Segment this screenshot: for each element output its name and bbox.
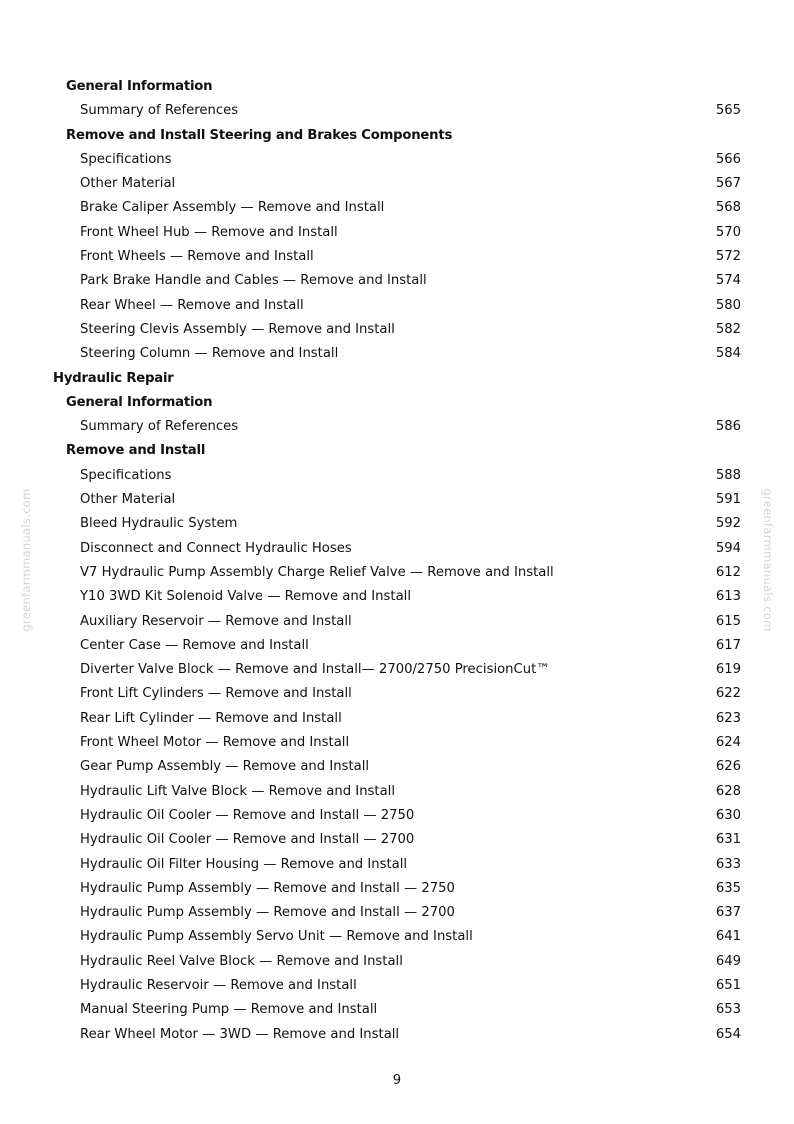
toc-entry-page: 565 — [715, 103, 741, 119]
toc-entry — [0, 196, 794, 220]
toc-entry — [0, 780, 794, 804]
toc-entry-title: Rear Wheel — Remove and Install — [80, 297, 304, 313]
toc-entry — [0, 1023, 794, 1047]
toc-entry-title: Hydraulic Oil Cooler — Remove and Install — 2750 — [80, 807, 415, 823]
toc-entry — [0, 585, 794, 609]
toc-section-heading — [0, 124, 794, 148]
toc-entry — [0, 537, 794, 561]
toc-entry-page: 641 — [715, 929, 741, 945]
toc-entry-page: 615 — [715, 613, 741, 629]
toc-entry — [0, 561, 794, 585]
toc-entry-title: Steering Column — Remove and Install — [80, 346, 339, 362]
toc-entry — [0, 998, 794, 1022]
toc-entry-page: 653 — [715, 1002, 741, 1018]
toc-entry-title: Summary of References — [80, 103, 239, 119]
toc-entry-page: 568 — [715, 200, 741, 216]
toc-entry — [0, 828, 794, 852]
toc-entry-title: Disconnect and Connect Hydraulic Hoses — [80, 540, 352, 556]
toc-entry — [0, 853, 794, 877]
toc-entry-title: Hydraulic Pump Assembly — Remove and Install — 2750 — [80, 880, 455, 896]
toc-entry-title: Hydraulic Pump Assembly — Remove and Install — 2700 — [80, 905, 455, 921]
toc-entry-title: Other Material — [80, 492, 176, 508]
toc-entry-page: 567 — [715, 176, 741, 192]
toc-entry — [0, 707, 794, 731]
toc-entry-title: Front Wheels — Remove and Install — [80, 249, 314, 265]
toc-entry — [0, 415, 794, 439]
toc-entry-title: Manual Steering Pump — Remove and Install — [80, 1002, 378, 1018]
toc-entry — [0, 148, 794, 172]
toc-section-heading — [0, 391, 794, 415]
toc-entry — [0, 512, 794, 536]
toc-entry-title: Remove and Install — [66, 443, 206, 459]
toc-entry-page: 623 — [715, 710, 741, 726]
toc-entry-page: 574 — [715, 273, 741, 289]
toc-entry — [0, 901, 794, 925]
toc-entry — [0, 755, 794, 779]
toc-entry-page: 651 — [715, 977, 741, 993]
toc-entry — [0, 294, 794, 318]
toc-entry — [0, 804, 794, 828]
toc-entry-title: Specifications — [80, 151, 172, 167]
toc-entry-title: Front Wheel Hub — Remove and Install — [80, 224, 338, 240]
toc-entry — [0, 877, 794, 901]
toc-entry-title: General Information — [66, 79, 213, 94]
toc-entry-title: Hydraulic Oil Cooler — Remove and Install — 2700 — [80, 832, 415, 848]
toc-entry-title: Y10 3WD Kit Solenoid Valve — Remove and Install — [80, 589, 411, 605]
toc-entry-title: Park Brake Handle and Cables — Remove and Install — [80, 273, 427, 289]
toc-entry-page: 628 — [715, 783, 741, 799]
toc-entry-title: Rear Lift Cylinder — Remove and Install — [80, 710, 342, 726]
toc-entry-page: 622 — [715, 686, 741, 702]
toc-entry-title: General Information — [66, 394, 213, 410]
toc-entry-page: 582 — [715, 321, 741, 337]
toc-entry-page: 626 — [715, 759, 741, 775]
toc-entry — [0, 610, 794, 634]
toc-entry-title: Rear Wheel Motor — 3WD — Remove and Install — [80, 1026, 400, 1042]
toc-entry-page: 613 — [715, 589, 741, 605]
toc-entry-page: 617 — [715, 637, 741, 653]
toc-entry-page: 631 — [715, 832, 741, 848]
toc-entry-title: Hydraulic Repair — [53, 370, 174, 386]
toc-entry — [0, 488, 794, 512]
toc-entry — [0, 221, 794, 245]
toc-entry-page: 584 — [715, 346, 741, 362]
toc-entry — [0, 925, 794, 949]
toc-entry-title: Other Material — [80, 176, 176, 192]
toc-entry-page: 619 — [715, 662, 741, 678]
toc-entry-title: Auxiliary Reservoir — Remove and Install — [80, 613, 352, 629]
toc-entry-title: Hydraulic Reservoir — Remove and Install — [80, 977, 357, 993]
toc-entry-page: 580 — [715, 297, 741, 313]
toc-entry-page: 635 — [715, 880, 741, 896]
toc-entry — [0, 731, 794, 755]
toc-entry-page: 592 — [715, 516, 741, 532]
toc-entry-page: 633 — [715, 856, 741, 872]
toc-entry-title: Summary of References — [80, 419, 239, 435]
toc-entry-title: Bleed Hydraulic System — [80, 516, 238, 532]
toc-entry-page: 630 — [715, 807, 741, 823]
toc-entry-title: Hydraulic Oil Filter Housing — Remove and Install — [80, 856, 408, 872]
toc-entry-page: 588 — [715, 467, 741, 483]
toc-entry-title: Hydraulic Lift Valve Block — Remove and Install — [80, 783, 396, 799]
toc-entry-title: Remove and Install Steering and Brakes Components — [66, 127, 453, 143]
toc-entry — [0, 318, 794, 342]
watermark-left: greenfarmmanuals.com — [19, 488, 33, 632]
toc-entry — [0, 269, 794, 293]
toc-entry-title: Front Wheel Motor — Remove and Install — [80, 735, 350, 751]
toc-entry-page: 649 — [715, 953, 741, 969]
toc-entry — [0, 99, 794, 123]
toc-entry-page: 637 — [715, 905, 741, 921]
toc-entry — [0, 245, 794, 269]
toc-entry-title: Steering Clevis Assembly — Remove and Install — [80, 321, 395, 337]
toc-entry-page: 586 — [715, 419, 741, 435]
toc-entry-page: 612 — [715, 564, 741, 580]
toc-entry-page: 624 — [715, 735, 741, 751]
toc-entry-title: Gear Pump Assembly — Remove and Install — [80, 759, 370, 775]
toc-entry — [0, 172, 794, 196]
toc-entry — [0, 342, 794, 366]
toc-entry — [0, 634, 794, 658]
toc-entry — [0, 682, 794, 706]
toc-entry-title: Specifications — [80, 467, 172, 483]
toc-entry — [0, 658, 794, 682]
toc-entry-title: V7 Hydraulic Pump Assembly Charge Relief Valve — Remove and Install — [80, 564, 554, 580]
toc-entry — [0, 950, 794, 974]
toc-entry-page: 594 — [715, 540, 741, 556]
toc-entry-page: 591 — [715, 492, 741, 508]
toc-entry-page: 654 — [715, 1026, 741, 1042]
toc-entry — [0, 974, 794, 998]
toc-section-heading — [0, 367, 794, 391]
toc-section-heading — [0, 439, 794, 463]
toc-entry-title: Front Lift Cylinders — Remove and Install — [80, 686, 352, 702]
toc-section-heading — [0, 75, 794, 99]
toc-entry-title: Brake Caliper Assembly — Remove and Install — [80, 200, 385, 216]
toc-entry-title: Diverter Valve Block — Remove and Install— 2700/2750 PrecisionCut™ — [80, 662, 550, 678]
toc-entry-title: Center Case — Remove and Install — [80, 637, 309, 653]
toc-entry — [0, 464, 794, 488]
watermark-right: greenfarmmanuals.com — [761, 488, 775, 632]
table-of-contents — [0, 75, 794, 1047]
toc-entry-page: 572 — [715, 249, 741, 265]
page-number: 9 — [392, 1073, 402, 1088]
toc-entry-page: 570 — [715, 224, 741, 240]
toc-entry-page: 566 — [715, 151, 741, 167]
toc-entry-title: Hydraulic Reel Valve Block — Remove and Install — [80, 953, 403, 969]
toc-entry-title: Hydraulic Pump Assembly Servo Unit — Remove and Install — [80, 929, 473, 945]
